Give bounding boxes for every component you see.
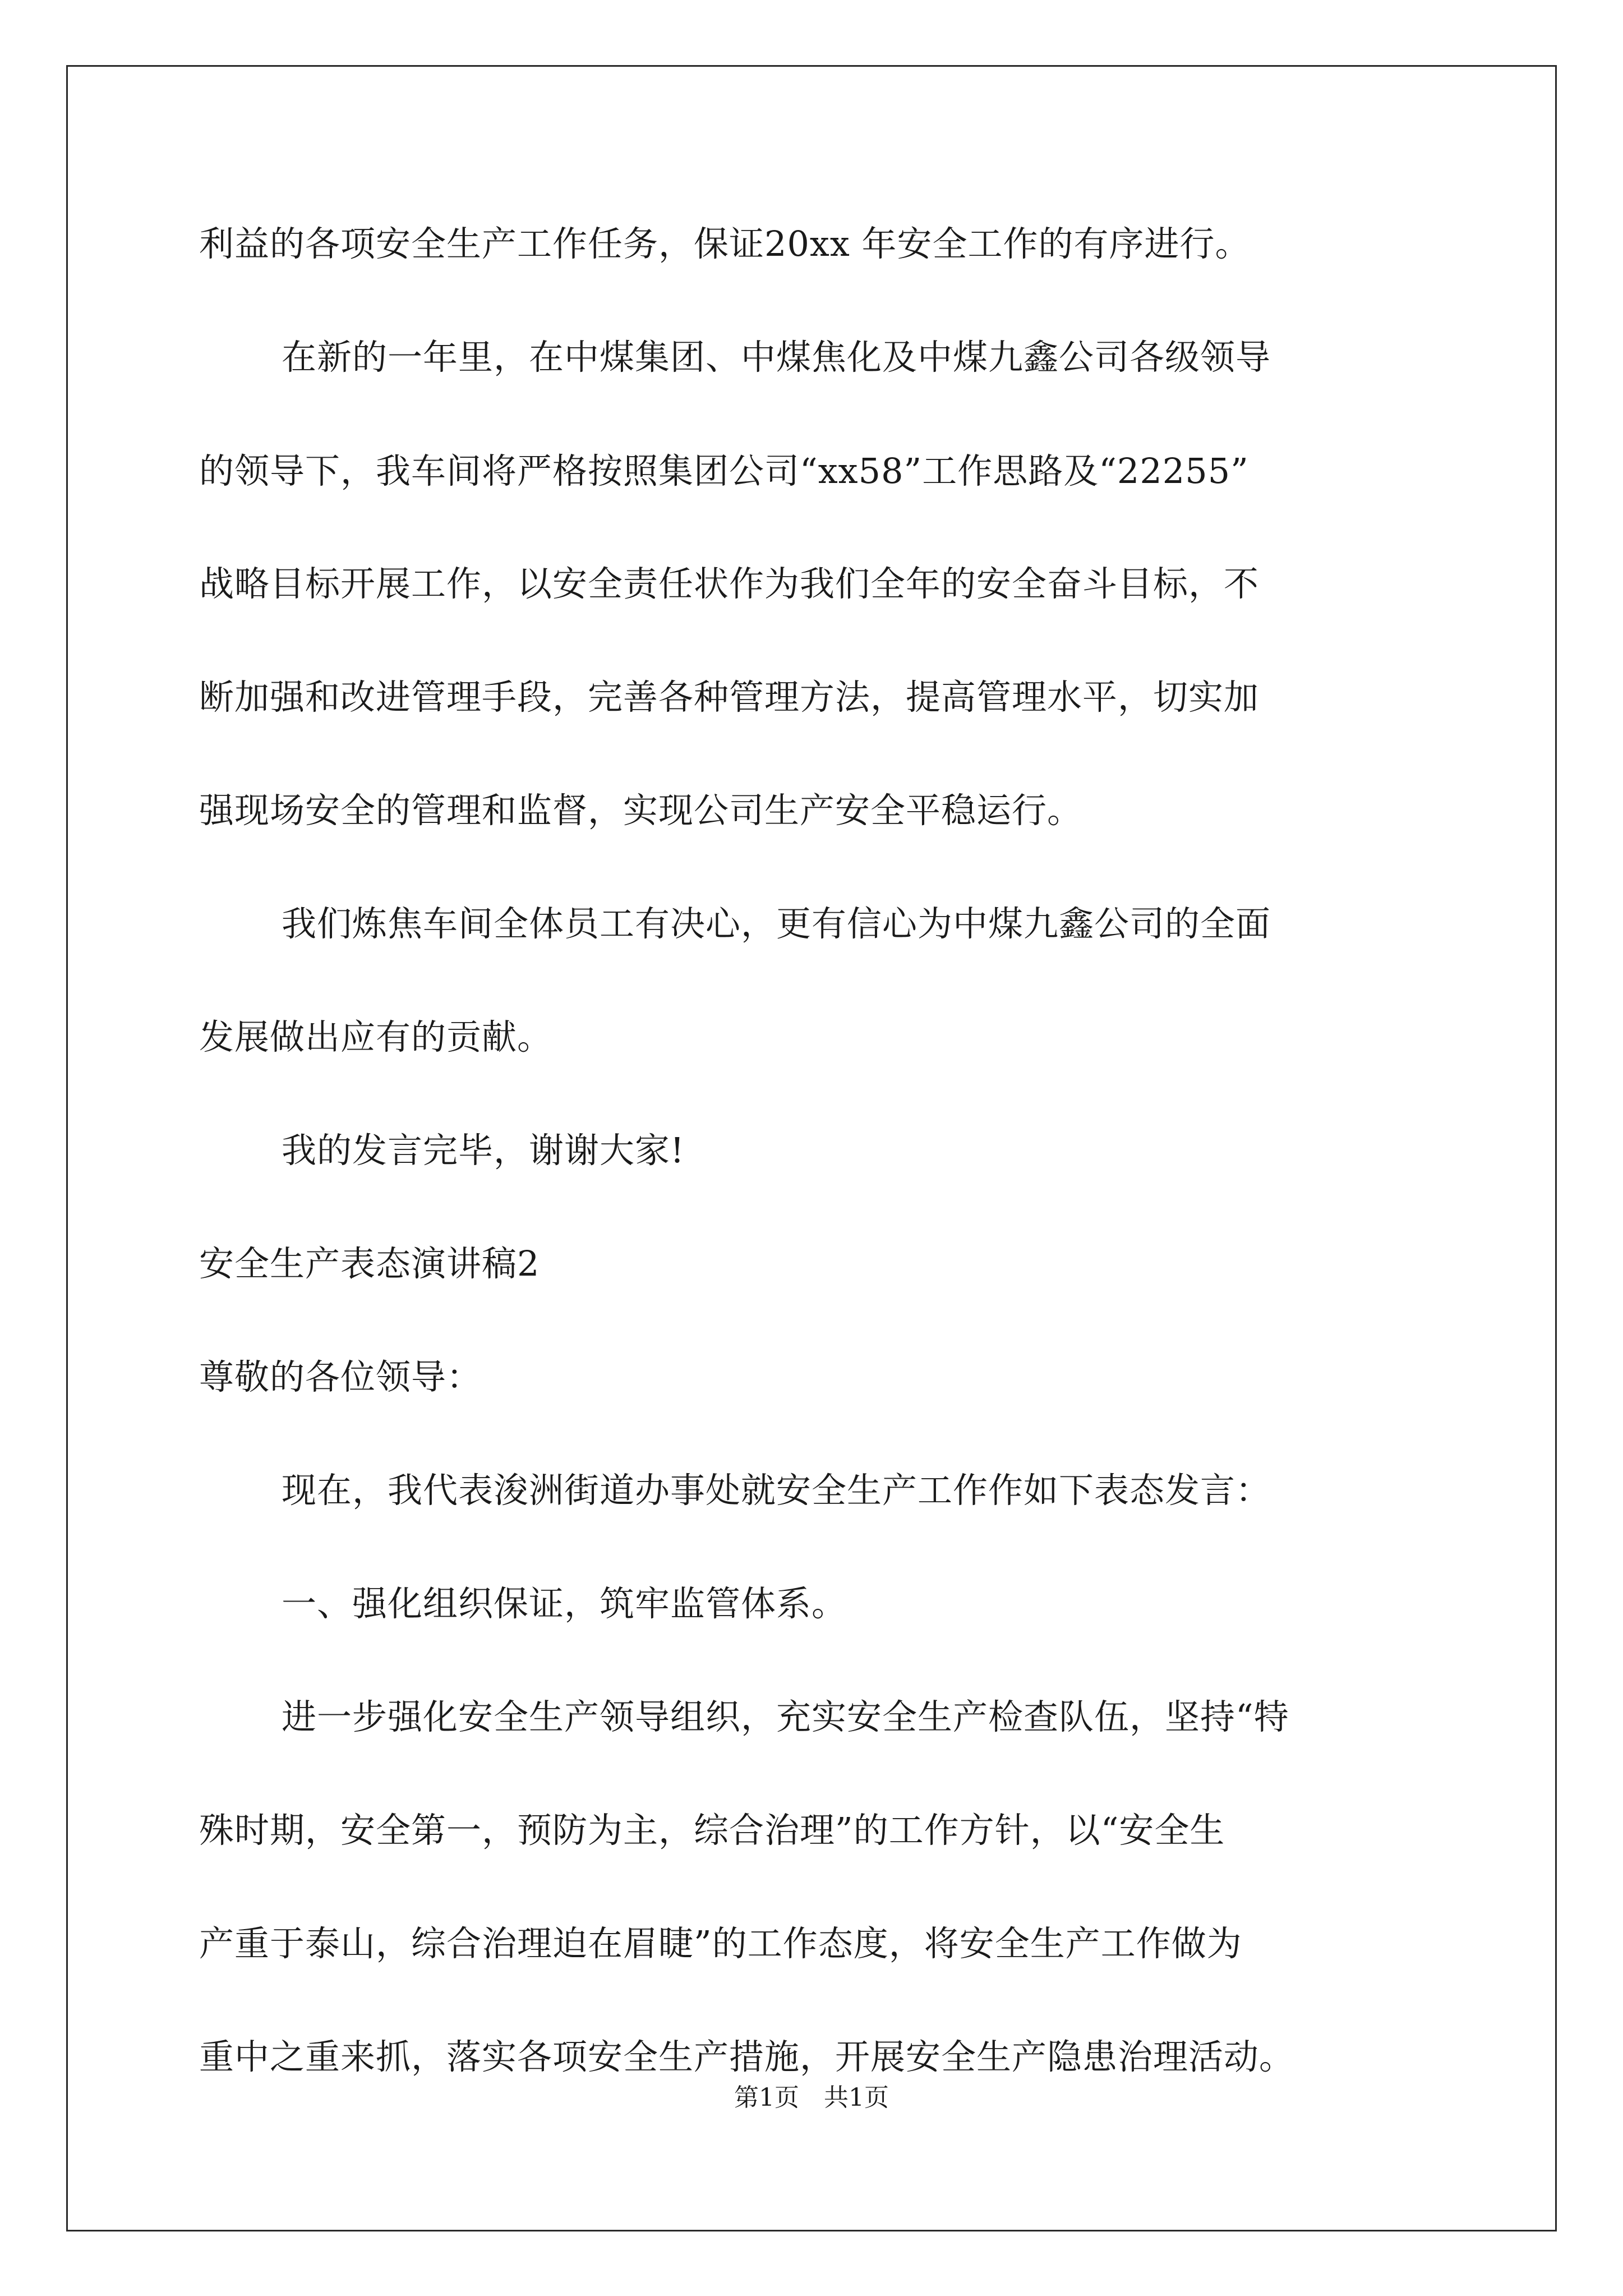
text-line-5: 断加强和改进管理手段，完善各种管理方法，提高管理水平，切实加 <box>199 677 1260 717</box>
text-line-9: 我的发言完毕，谢谢大家! <box>282 1130 685 1171</box>
page-number: 第1页 <box>734 2083 799 2112</box>
page-total: 共1页 <box>824 2083 889 2112</box>
text-line-14: 进一步强化安全生产领导组织，充实安全生产检查队伍，坚持“特 <box>282 1696 1289 1737</box>
text-line-17: 重中之重来抓，落实各项安全生产措施，开展安全生产隐患治理活动。 <box>199 2036 1295 2077</box>
text-line-7: 我们炼焦车间全体员工有决心，更有信心为中煤九鑫公司的全面 <box>282 903 1271 944</box>
text-line-16: 产重于泰山，综合治理迫在眉睫”的工作态度，将安全生产工作做为 <box>199 1923 1242 1964</box>
text-line-15: 殊时期，安全第一，预防为主，综合治理”的工作方针，以“安全生 <box>199 1810 1225 1851</box>
text-line-12: 现在，我代表浚洲街道办事处就安全生产工作作如下表态发言： <box>282 1470 1271 1511</box>
text-line-6: 强现场安全的管理和监督，实现公司生产安全平稳运行。 <box>199 790 1083 831</box>
salutation: 尊敬的各位领导： <box>199 1356 482 1397</box>
text-line-4: 战略目标开展工作，以安全责任状作为我们全年的安全奋斗目标，不 <box>199 563 1260 604</box>
text-line-8: 发展做出应有的贡献。 <box>199 1016 553 1057</box>
text-line-2: 在新的一年里，在中煤集团、中煤焦化及中煤九鑫公司各级领导 <box>282 337 1271 378</box>
text-line-13: 一、强化组织保证，筑牢监管体系。 <box>282 1583 847 1624</box>
text-line-3: 的领导下，我车间将严格按照集团公司“xx58”工作思路及“22255” <box>199 450 1249 491</box>
section-heading: 安全生产表态演讲稿2 <box>199 1243 540 1284</box>
text-line-1: 利益的各项安全生产工作任务，保证20xx 年安全工作的有序进行。 <box>199 223 1251 264</box>
page-footer <box>0 2081 1623 2115</box>
